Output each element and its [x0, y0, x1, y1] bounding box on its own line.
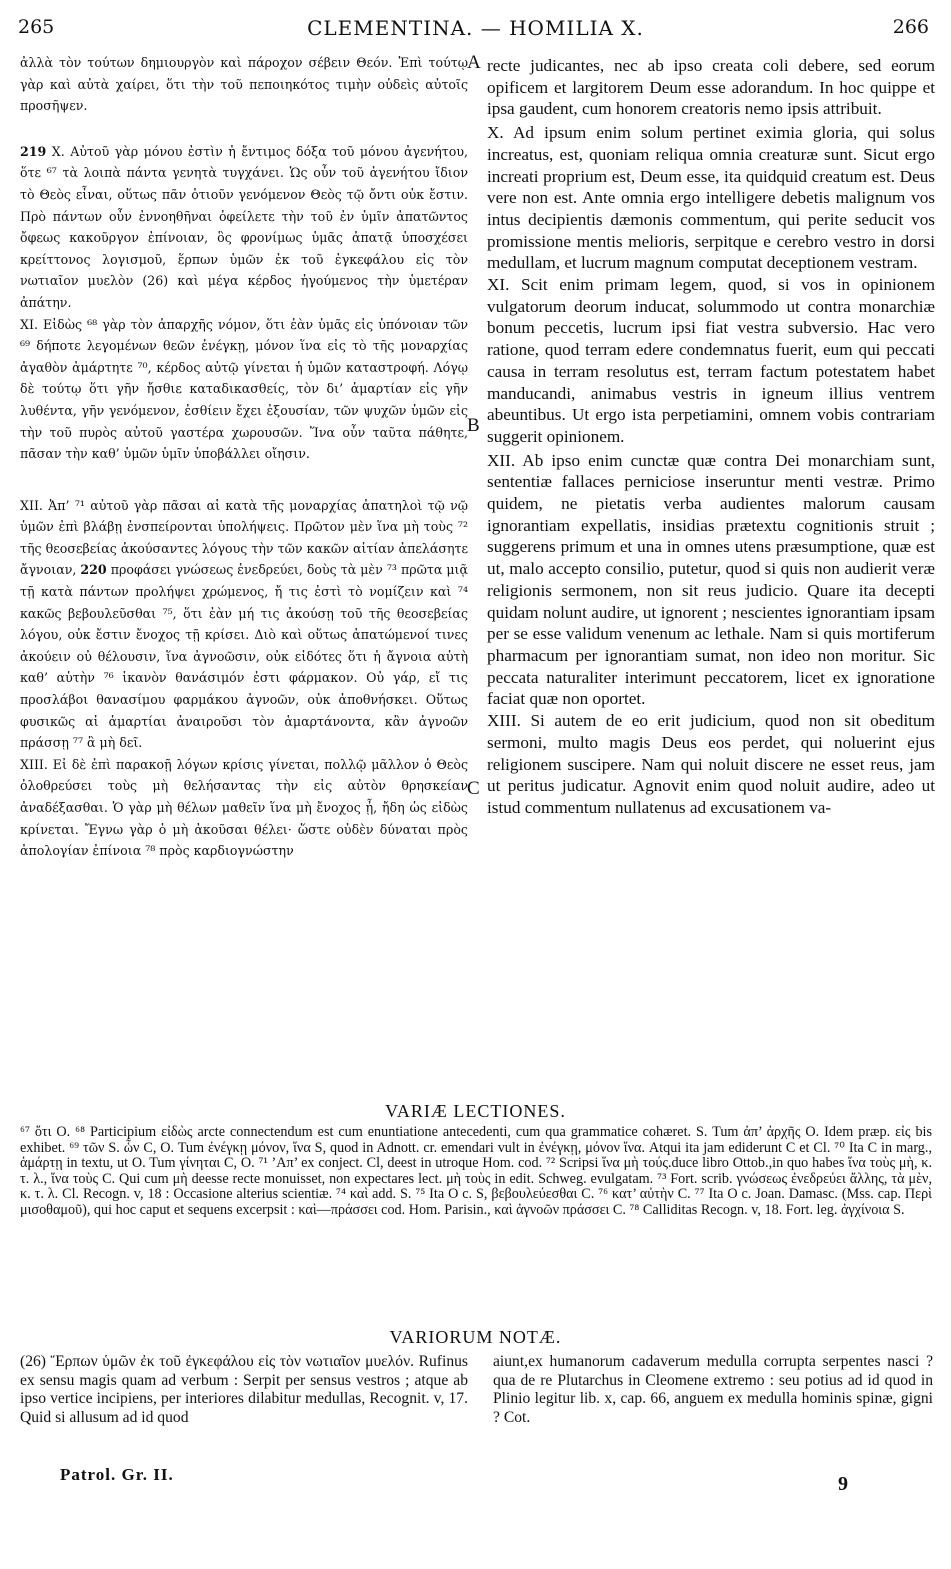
greek-paragraph-3: XI. Εἰδὼς ⁶⁸ γὰρ τὸν ἀπαρχῆς νόμον, ὅτι ἐὰν ὑμᾶς εἰς ὑπόνοιαν τῶν ⁶⁹ δήποτε λεγομένων θεῶν ἐνέγκῃ, μόνον ἵνα εἰς τὸ τῆς μοναρχίας ἀγαθὸν ἁμάρτητε ⁷⁰, κέρδος αὐτῷ γίνεται ἡ ὑμῶν καταστροφή. Λόγῳ δὲ τούτῳ ὅτι γῆν ἤσθιε καταδικασθείς, τὸν δι’ ἁμαρτίαν εἰς γῆν λυθέντα, γῆν γενόμενον, ἐσθίειν ἔχει ἐξουσίαν, τῶν ψυχῶν ὑμῶν εἰς τὴν τοῦ πυρὸς αὐτοῦ γαστέρα χωρουσῶν. Ἵνα οὖν ταῦτα πάθητε, πᾶσαν τὴν καθ’ ὑμῶν ὑμῖν ὑποβάλλει οἴησιν. [20, 316, 468, 462]
footer-signature: Patrol. Gr. II. [60, 1465, 174, 1484]
note-text-left: (26) Ἕρπων ὑμῶν ἐκ τοῦ ἐγκεφάλου εἰς τὸν νωτιαῖον μυελόν. Rufinus ex sensu magis quam ad verbum : Serpit per sensus vestros ; atque ab ipso vertice incipiens, per interiores dilabitur medullas, Recognit. v, 17. Quid si allusum ad id quod [20, 1353, 468, 1426]
variae-lectiones [20, 1125, 932, 1219]
footer-gathering-number: 9 [838, 1473, 848, 1495]
latin-column [487, 55, 935, 819]
page-number-left: 265 [18, 16, 55, 38]
greek-paragraph-4-text-a: XII. Ἀπ’ ⁷¹ αὐτοῦ γὰρ πᾶσαι αἱ κατὰ τῆς μοναρχίας ἀπατηλοὶ τῷ νῷ ὑμῶν ἐπὶ βλάβῃ ἐνσπείρονται ὑπολήψεις. Πρῶτον μὲν ἵνα μὴ τοὺς ⁷² τῆς θεοσεβείας ἀκούσαντες λόγους τὴν τῶν κακῶν αἰτίαν ἀπελάσητε ἄγνοιαν, [20, 497, 468, 578]
column-number: 219 [20, 143, 47, 159]
margin-mark-b: B [467, 415, 480, 436]
greek-paragraph-2-text: X. Αὐτοῦ γὰρ μόνου ἐστὶν ἡ ἔντιμος δόξα τοῦ μόνου ἀγενήτου, ὅτε ⁶⁷ τὰ λοιπὰ πάντα γενητὰ τυγχάνει. Ὡς οὖν τοῦ ἀγενήτου ἴδιον τὸ Θεὸς εἶναι, οὕτως πᾶν ὁτιοῦν γενόμενον Θεὸς τῷ ὄντι οὐκ ἔστιν. Πρὸ πάντων οὖν ἐννοηθῆναι ὀφείλετε τὴν τοῦ ἐν ὑμῖν ἀπατῶντος ὄφεως κακοῦργον ἐπίνοιαν, ὃς φρονίμως ὑμᾶς ἀπατᾷ ὑποσχέσει κρείττονος λογισμοῦ, ἕρπων ὑμῶν ἐκ τοῦ ἐγκεφάλου εἰς τὸν νωτιαῖον μυελὸν (26) καὶ μέγα κέρδος ἡγούμενος τὴν ὑμετέραν ἀπάτην. [20, 143, 468, 310]
running-header [0, 16, 951, 44]
page-number-right: 266 [892, 16, 929, 38]
margin-mark-a: A [467, 52, 481, 73]
notes-right-column [493, 1353, 933, 1427]
note-text-right: aiunt,ex humanorum cadaverum medulla corrupta serpentes nasci ? qua de re Plutarchus in Cleomene extremo : seu potius ad id quod in Plinio legitur lib. x, cap. 66, anguem ex medulla hominis spinæ, gigni ? Cot. [493, 1353, 933, 1426]
latin-paragraph-2: X. Ad ipsum enim solum pertinet eximia gloria, qui solus increatus, est, quoniam reliqua omnia creaturæ sunt. Sicut ergo increati proprium est, Deum esse, ita quidquid creatum est. Deus vere non est. Ante omnia ergo intelligere debetis malignum vos intus decipientis dæmonis commentum, qui perite seducit vos promissione mentis melioris, serpitque e cerebro vestro in dorsi medullam, et lucrum magnum computat deceptionem vestram. [487, 123, 935, 273]
greek-paragraph-2 [20, 141, 468, 314]
greek-paragraph-1: ἀλλὰ τὸν τούτων δημιουργὸν καὶ πάροχον σέβειν Θεόν. Ἐπὶ τούτῳ γὰρ καὶ αὐτὰ χαίρει, ὅτι τὴν τοῦ πεποιηκότος τιμὴν οὐδεὶς αὐτοῖς προσῆψεν. [20, 55, 468, 114]
greek-paragraph-4 [20, 495, 468, 754]
column-number: 220 [80, 562, 107, 578]
margin-mark-c: C [467, 778, 480, 799]
latin-paragraph-3: XI. Scit enim primam legem, quod, si vos in opinionem vulgatorum deorum inducat, solummodo ut contra monarchiæ bonum peccetis, lucrum ipsi fiat vestra subversio. Hac vero ratione, quod terram edere condemnatus fuerit, eum qui peccati causa in terram resolutus est, terram factum potestatem habet manducandi, animabus vestris in igneum illius ventrem abeuntibus. Ut ergo ista perpetiamini, omnem vobis contrariam suggerit opinionem. [487, 275, 935, 446]
variae-lectiones-text: ⁶⁷ ὅτι O. ⁶⁸ Participium εἰδὼς arcte connectendum est cum enuntiatione antecedenti, cum qua grammatice cohæret. S. Tum ἀπ’ ἀρχῆς O. Idem præp. εἰς bis exhibet. ⁶⁹ τῶν S. ὧν C, O. Tum ἐνέγκῃ μόνον, ἵνα S, quod in Adnott. cr. emendari vult in ἐνέγκῃ, μόνον ἵνα. Atqui ita jam ediderunt C et Cl. ⁷⁰ Ita C in marg., ἁμάρτῃ in textu, ut O. Tum γίνηται C, O. ⁷¹ ’Απ’ ex conject. Cl, deest in utroque Hom. cod. ⁷² Scripsi ἵνα μὴ τούς.duce libro Ottob.,in quo habes ἵνα τοὺς μὴ, κ. τ. λ., ἵνα τοὺς C. Qui cum μὴ deesse recte monuisset, non expectares lect. μὴ τοὺς in edit. Schweg. evulgatam. ⁷³ Fort. scrib. γνώσεως ἐνεδρεύει ἄλλης, τὰ μὲν, κ. τ. λ. Cl. Recogn. v, 18 : Occasione alterius scientiæ. ⁷⁴ καὶ add. S. ⁷⁵ Ita O c. S, βεβουλεύεσθαι C. ⁷⁶ κατ’ αὐτὴν C. ⁷⁷ Ita O c. Joan. Damasc. (Mss. cap. Περὶ μισοθαμοῦ), qui hoc caput et sequens excerpsit : καὶ—πράσσει cod. Hom. Parisin., καὶ ἀγνοῶν πράσσει C. ⁷⁸ Calliditas Recogn. v, 18. Fort. leg. ἀγχίνοια S. [20, 1124, 932, 1218]
variorum-notae-title: VARIORUM NOTÆ. [389, 1327, 562, 1347]
greek-paragraph-4-text-b: προφάσει γνώσεως ἐνεδρεύει, δοὺς τὰ μὲν ⁷³ πρῶτα μιᾷ τῇ κατὰ πάντων προλήψει χρώμενος, ἤ τις ἐστὶ τὸ νομίζειν καὶ ⁷⁴ κακῶς βεβουλεῦσθαι ⁷⁵, ὅτι ἐὰν μή τις ἀκούσῃ τοῦ τῆς θεοσεβείας λόγου, οὐκ ἔστιν ἔνοχος τῇ κρίσει. Διὸ καὶ οὕτως ἀπατώμενοί τινες ἀκούειν οὐ θέλουσιν, ἵνα ἀγνοῶσιν, οὐκ εἰδότες ὅτι ἡ ἄγνοια αὐτὴ καθ’ αὑτὴν ⁷⁶ ἱκανὸν θανάσιμόν ἐστι φάρμακον. Οὐ γάρ, εἴ τις προσλάβοι θανασίμου φαρμάκου ἀγνοῶν, οὐκ ἀποθνήσκει. Οὕτως φυσικῶς αἱ ἁμαρτίαι ἀναιροῦσι τὸν ἁμαρτάνοντα, κἂν ἀγνοῶν πράσσῃ ⁷⁷ ἃ μὴ δεῖ. [20, 562, 468, 751]
latin-paragraph-4: XII. Ab ipso enim cunctæ quæ contra Dei monarchiam sunt, sententiæ fallaces perniciose inseruntur menti vestræ. Primo quidem, ne pietatis verba audientes malorum causam ignorantiam expellatis, insidias prætextu cognitionis struit ; suggerens primum et una in omnes utens præsumptione, quæ est ut, malo accepto consilio, putetur, quod si quis non audierit veræ religionis sermonem, non sit reus judicio. Quare ita decepti quidam nolunt audire, ut ignorent ; nescientes ignorantiam ipsam per se esse validum venenum ac lethale. Nam si quis mortiferum pharmacum per ignorantiam sumat, non ideo non moritur. Sic peccata naturaliter interimunt peccatorem, licet ex ignoratione faciat quæ non oportet. [487, 450, 935, 709]
latin-paragraph-1: recte judicantes, nec ab ipso creata coli debere, sed eorum opificem et largitorem Deum esse adorandum. In hoc quippe et ipsa gaudent, cum honorem creatoris nemo ipsis attribuit. [487, 56, 935, 119]
greek-column [20, 52, 468, 862]
latin-paragraph-5: XIII. Si autem de eo erit judicium, quod non sit obeditum sermoni, multo magis Deus eos perdet, qui noluerint ejus religionem suscipere. Nam qui noluit discere ne esset reus, jam ut peritus judicatur. Agnovit enim quod noluit audire, adeo ut istud commentum nullatenus ad excusationem va- [487, 711, 935, 817]
variae-lectiones-title: VARIÆ LECTIONES. [385, 1101, 566, 1121]
notes-left-column [20, 1353, 468, 1427]
greek-paragraph-5: XIII. Εἰ δὲ ἐπὶ παρακοῇ λόγων κρίσις γίνεται, πολλῷ μᾶλλον ὁ Θεὸς ὀλοθρεύσει τοὺς μὴ θελήσαντας τὴν εἰς αὐτὸν θρησκείαν ἀναδέξασθαι. Ὁ γὰρ μὴ θέλων μαθεῖν ἵνα μὴ ἔνοχος ᾖ, ἤδη ὡς εἰδὼς κρίνεται. Ἔγνω γὰρ ὁ μὴ ἀκοῦσαι θέλει· ὥστε οὐδὲν δύναται πρὸς ἀπολογίαν ἐπίνοια ⁷⁸ πρὸς καρδιογνώστην [20, 756, 468, 859]
running-title: CLEMENTINA. — HOMILIA X. [307, 16, 644, 40]
